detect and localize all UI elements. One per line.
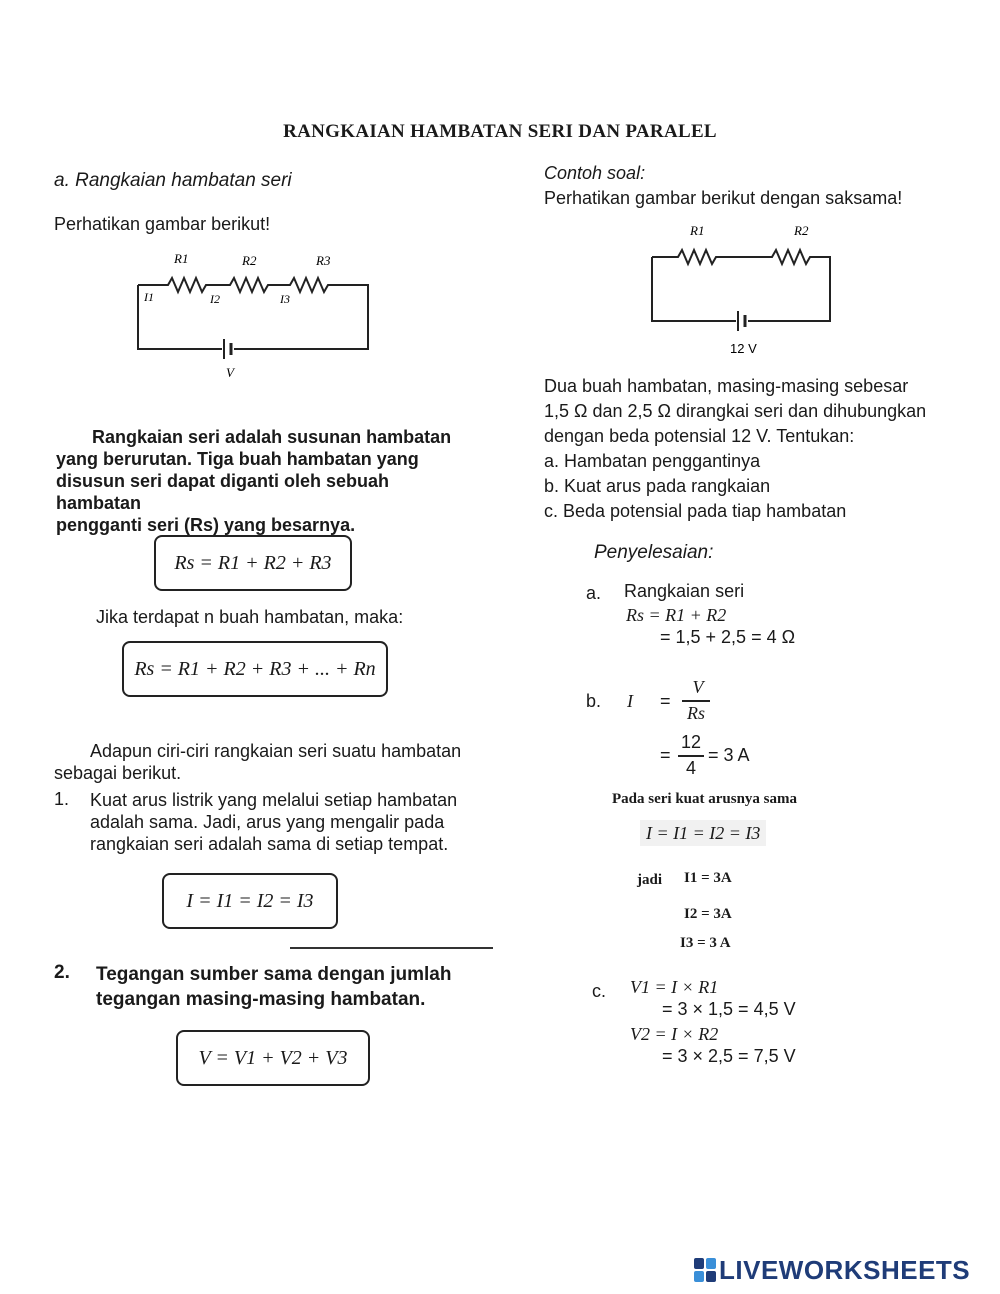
solution-b-result: = 3 A: [708, 745, 750, 765]
solution-b-equals-2: =: [660, 745, 671, 765]
question-item-b: b. Kuat arus pada rangkaian: [544, 476, 771, 496]
item-1-number: 1.: [54, 789, 70, 809]
formula-box-rs: Rs = R1 + R2 + R3: [154, 535, 352, 591]
question-line-3: dengan beda potensial 12 V. Tentukan:: [544, 426, 855, 446]
label-r3: R3: [316, 253, 331, 268]
example-label-r1: R1: [690, 223, 705, 238]
example-circuit-diagram: [640, 215, 840, 360]
label-i2: I2: [210, 292, 220, 306]
question-item-c: c. Beda potensial pada tiap hambatan: [544, 501, 847, 521]
divider: [290, 947, 493, 949]
solution-b-equals: =: [660, 691, 671, 711]
item-1-line-1: Kuat arus listrik yang melalui setiap hambatan: [90, 790, 458, 810]
characteristics-line-1: Adapun ciri-ciri rangkaian seri suatu hambatan: [90, 741, 462, 761]
liveworksheets-logo: [694, 1255, 970, 1286]
formula-box-rs-n: Rs = R1 + R2 + R3 + ... + Rn: [122, 641, 388, 697]
label-r2: R2: [242, 253, 257, 268]
instruction-text: Perhatikan gambar berikut!: [54, 214, 271, 234]
example-question: [544, 374, 964, 524]
definition-line-4: pengganti seri (Rs) yang besarnya.: [56, 515, 356, 535]
series-current-note: Pada seri kuat arusnya sama: [612, 791, 798, 807]
solution-b-I: I: [627, 691, 633, 711]
formula-box-voltage: V = V1 + V2 + V3: [176, 1030, 370, 1086]
current-i3-value: I3 = 3 A: [680, 935, 731, 951]
logo-text: LIVEWORKSHEETS: [719, 1255, 971, 1285]
example-instruction: Perhatikan gambar berikut dengan saksama!: [544, 188, 903, 208]
solution-heading: Penyelesaian:: [594, 542, 714, 563]
definition-line-3: disusun seri dapat diganti oleh sebuah hambatan: [56, 471, 390, 513]
page-title: RANGKAIAN HAMBATAN SERI DAN PARALEL: [283, 121, 717, 142]
example-label-v: 12 V: [730, 341, 757, 356]
solution-c-label: c.: [592, 981, 607, 1001]
example-label-r2: R2: [794, 223, 809, 238]
solution-b-denominator: Rs: [687, 703, 705, 723]
solution-a-eq1: Rs = R1 + R2: [626, 605, 727, 625]
liveworksheets-icon: [694, 1258, 716, 1282]
item-1-line-3: rangkaian seri adalah sama di setiap tempat.: [90, 834, 449, 854]
jadi-label: jadi: [637, 872, 663, 888]
label-v: V: [226, 365, 234, 380]
solution-b-numerator-2: 12: [680, 732, 702, 752]
definition-line-1: Rangkaian seri adalah susunan hambatan: [92, 427, 452, 447]
definition-line-2: yang berurutan. Tiga buah hambatan yang: [56, 449, 419, 469]
item-2-text: [96, 962, 496, 1012]
current-i1-value: I1 = 3A: [684, 870, 732, 886]
item-2-line-2: tegangan masing-masing hambatan.: [96, 989, 426, 1010]
solution-c-eq1: V1 = I × R1: [630, 977, 719, 997]
item-1-text: [90, 789, 470, 855]
item-1-line-2: adalah sama. Jadi, arus yang mengalir pada: [90, 812, 445, 832]
series-current-equation: I = I1 = I2 = I3: [640, 820, 766, 846]
definition-paragraph: [56, 426, 456, 536]
series-circuit-diagram: [130, 245, 380, 385]
question-line-2: 1,5 Ω dan 2,5 Ω dirangkai seri dan dihubungkan: [544, 401, 927, 421]
solution-a-title: Rangkaian seri: [624, 581, 745, 601]
example-heading: Contoh soal:: [544, 163, 646, 183]
section-a-heading: a. Rangkaian hambatan seri: [54, 170, 292, 191]
solution-a-eq2: = 1,5 + 2,5 = 4 Ω: [660, 627, 796, 647]
formula-box-current: I = I1 = I2 = I3: [162, 873, 338, 929]
question-item-a: a. Hambatan penggantinya: [544, 451, 761, 471]
solution-b-numerator: V: [692, 677, 704, 697]
label-r1: R1: [174, 251, 189, 266]
current-i2-value: I2 = 3A: [684, 906, 732, 922]
item-2-line-1: Tegangan sumber sama dengan jumlah: [96, 964, 452, 985]
solution-c-eq4: = 3 × 2,5 = 7,5 V: [662, 1046, 796, 1066]
solution-c-eq2: = 3 × 1,5 = 4,5 V: [662, 999, 796, 1019]
solution-a-label: a.: [586, 583, 602, 603]
question-line-1: Dua buah hambatan, masing-masing sebesar: [544, 376, 909, 396]
label-i1: I1: [144, 290, 154, 304]
characteristics-line-2: sebagai berikut.: [54, 763, 182, 783]
n-resistors-text: Jika terdapat n buah hambatan, maka:: [96, 607, 404, 627]
label-i3: I3: [280, 292, 290, 306]
solution-c-eq3: V2 = I × R2: [630, 1024, 719, 1044]
characteristics-paragraph: [54, 740, 474, 784]
solution-b-label: b.: [586, 691, 602, 711]
item-2-number: 2.: [54, 962, 70, 983]
solution-b-denominator-2: 4: [685, 758, 696, 778]
